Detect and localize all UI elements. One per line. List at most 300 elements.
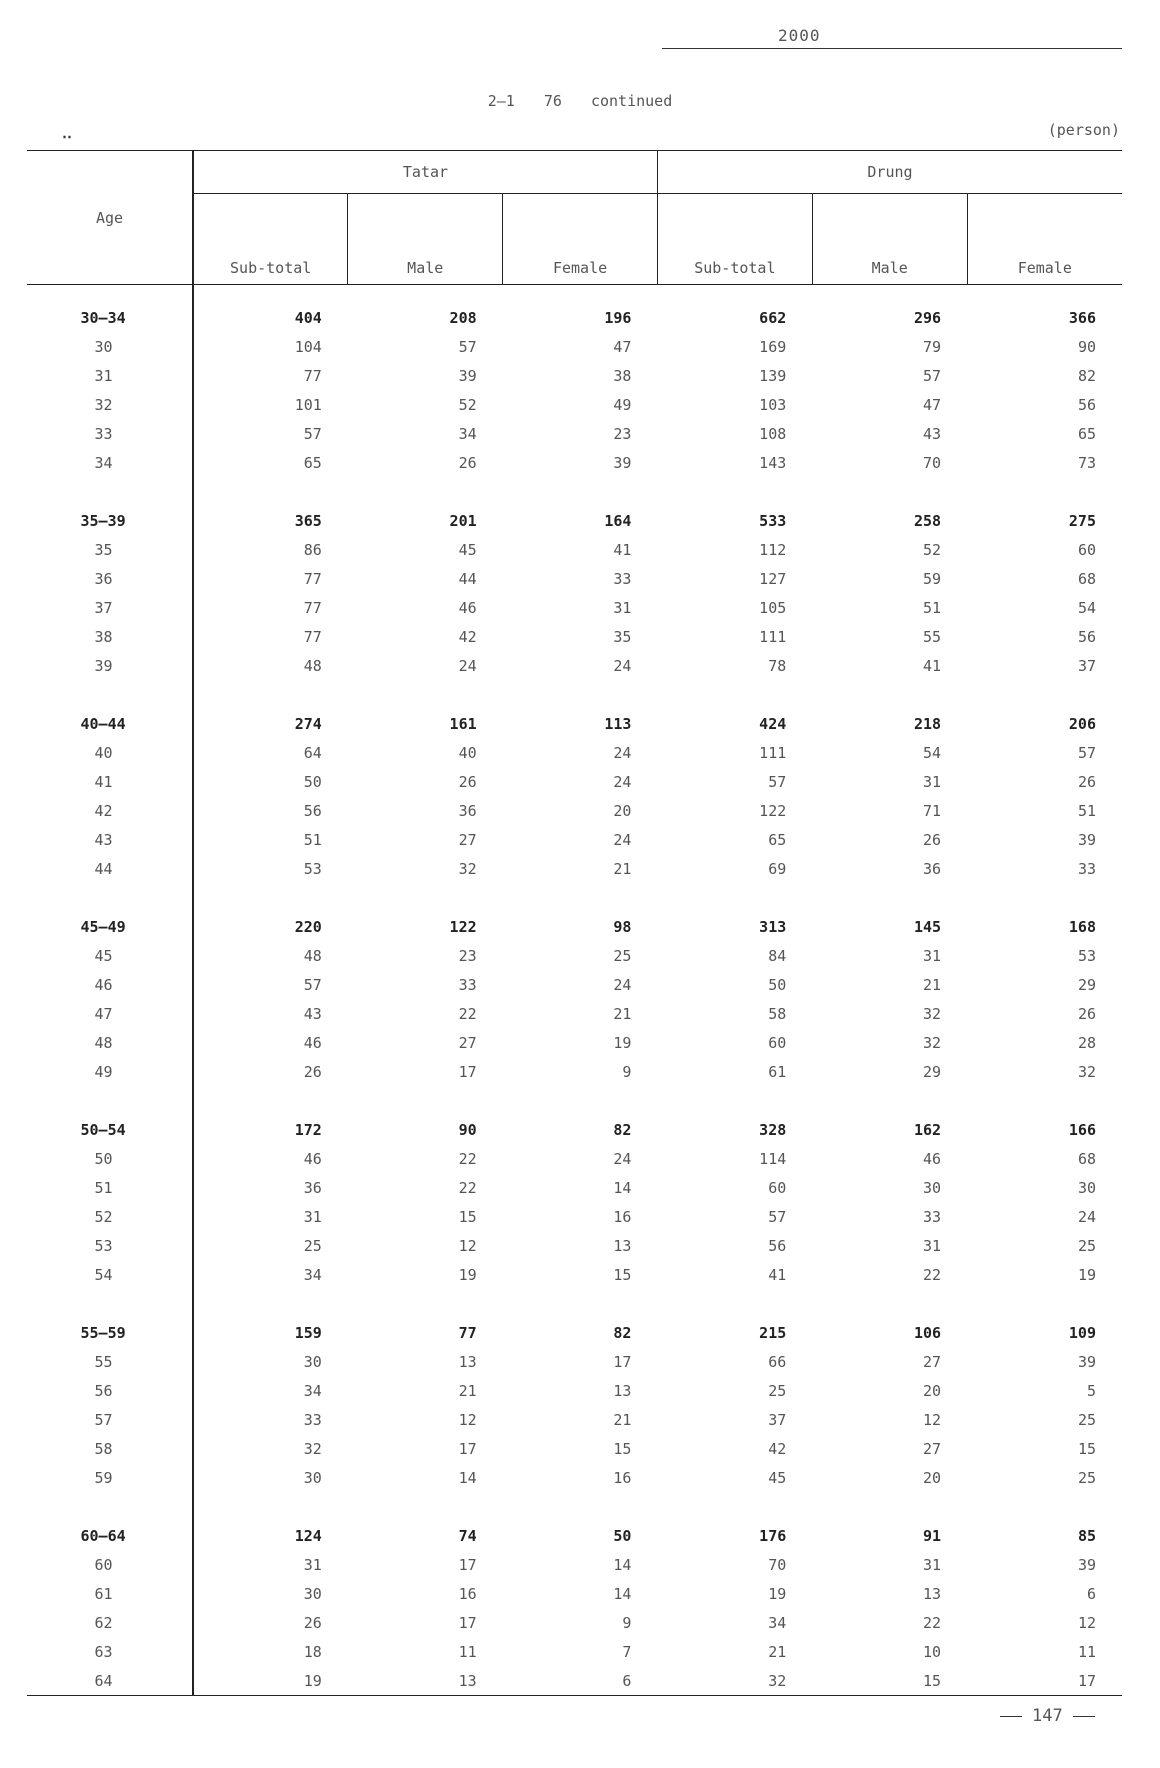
value-cell: 143 [759, 453, 787, 472]
value-cell [812, 680, 967, 709]
group-total-row [27, 1115, 1122, 1144]
value-cell: 22 [458, 1149, 477, 1168]
value-cell: 168 [1068, 917, 1096, 936]
value-cell: 24 [613, 1149, 632, 1168]
value-cell: 7 [622, 1642, 632, 1661]
spacer-row [27, 680, 1122, 709]
age-label: 38 [94, 627, 113, 646]
value-cell: 23 [458, 946, 477, 965]
table-row [27, 1231, 1122, 1260]
age-cell [27, 1463, 193, 1492]
value-cell: 32 [458, 859, 477, 878]
table-row [27, 651, 1122, 680]
value-cell: 56 [303, 801, 322, 820]
value-cell: 33 [923, 1207, 942, 1226]
value-cell: 46 [303, 1149, 322, 1168]
value-cell: 16 [613, 1207, 632, 1226]
value-cell: 13 [923, 1584, 942, 1603]
value-cell: 25 [303, 1236, 322, 1255]
value-cell: 17 [458, 1555, 477, 1574]
value-cell: 15 [1077, 1439, 1096, 1458]
age-label: 33 [94, 424, 113, 443]
subheader-tatar-female: Female [503, 194, 658, 285]
value-cell: 16 [458, 1584, 477, 1603]
value-cell: 51 [1077, 801, 1096, 820]
age-cell [27, 390, 193, 419]
age-cell [27, 1057, 193, 1086]
value-cell: 86 [303, 540, 322, 559]
value-cell: 101 [294, 395, 322, 414]
age-label: 64 [94, 1671, 113, 1690]
value-cell: 145 [913, 917, 942, 936]
value-cell: 6 [503, 1666, 658, 1696]
age-label: 40—44 [80, 714, 126, 733]
value-cell: 34 [303, 1265, 322, 1284]
value-cell: 176 [759, 1526, 787, 1545]
table-row [27, 796, 1122, 825]
age-label: 48 [94, 1033, 113, 1052]
caption-table-number: 2—1 [487, 92, 515, 110]
value-cell [657, 1289, 812, 1318]
value-cell [193, 285, 348, 304]
value-cell [812, 1492, 967, 1521]
table-row [27, 1260, 1122, 1289]
value-cell: 59 [923, 569, 942, 588]
value-cell: 34 [768, 1613, 787, 1632]
value-cell: 90 [458, 1120, 477, 1139]
age-cell [27, 1405, 193, 1434]
value-cell: 40 [458, 743, 477, 762]
value-cell: 25 [768, 1381, 787, 1400]
value-cell: 275 [1068, 511, 1096, 530]
age-cell [27, 1579, 193, 1608]
value-cell: 108 [759, 424, 787, 443]
value-cell: 30 [303, 1468, 322, 1487]
value-cell: 53 [303, 859, 322, 878]
value-cell: 84 [768, 946, 787, 965]
age-label: 55 [94, 1352, 113, 1371]
age-cell [27, 883, 193, 912]
age-cell [27, 825, 193, 854]
value-cell: 206 [1068, 714, 1096, 733]
age-cell [27, 651, 193, 680]
age-label: 43 [94, 830, 113, 849]
age-label: 37 [94, 598, 113, 617]
age-label: 57 [94, 1410, 113, 1429]
table-row [27, 1057, 1122, 1086]
value-cell: 41 [768, 1265, 787, 1284]
value-cell: 21 [613, 859, 632, 878]
age-cell [27, 999, 193, 1028]
value-cell [812, 1086, 967, 1115]
age-cell [27, 1086, 193, 1115]
value-cell: 48 [303, 656, 322, 675]
value-cell: 57 [303, 424, 322, 443]
value-cell [348, 680, 503, 709]
table-row [27, 1028, 1122, 1057]
value-cell: 366 [1068, 308, 1096, 327]
value-cell: 26 [458, 772, 477, 791]
value-cell: 66 [768, 1352, 787, 1371]
value-cell: 41 [613, 540, 632, 559]
value-cell: 39 [1077, 1555, 1096, 1574]
value-cell: 26 [1077, 772, 1096, 791]
subheader-drung-subtotal: Sub-total [657, 194, 812, 285]
value-cell: 37 [1077, 656, 1096, 675]
value-cell: 57 [768, 772, 787, 791]
age-cell [27, 1173, 193, 1202]
value-cell: 53 [1077, 946, 1096, 965]
table-row [27, 1376, 1122, 1405]
value-cell: 274 [294, 714, 322, 733]
value-cell: 26 [303, 1062, 322, 1081]
age-label: 59 [94, 1468, 113, 1487]
value-cell: 103 [759, 395, 787, 414]
value-cell: 19 [458, 1265, 477, 1284]
value-cell: 11 [458, 1642, 477, 1661]
value-cell [193, 477, 348, 506]
value-cell: 46 [458, 598, 477, 617]
value-cell: 61 [768, 1062, 787, 1081]
value-cell: 218 [913, 714, 942, 733]
value-cell: 13 [613, 1381, 632, 1400]
value-cell: 77 [303, 366, 322, 385]
value-cell: 30 [923, 1178, 942, 1197]
value-cell: 22 [923, 1265, 942, 1284]
value-cell [657, 1086, 812, 1115]
age-cell [27, 1521, 193, 1550]
value-cell: 78 [768, 656, 787, 675]
table-row [27, 1173, 1122, 1202]
table-row [27, 1463, 1122, 1492]
value-cell: 13 [458, 1352, 477, 1371]
age-label: 31 [94, 366, 113, 385]
value-cell: 17 [458, 1062, 477, 1081]
age-label: 47 [94, 1004, 113, 1023]
age-cell [27, 593, 193, 622]
value-cell [348, 1492, 503, 1521]
value-cell [348, 883, 503, 912]
value-cell: 23 [613, 424, 632, 443]
value-cell: 29 [923, 1062, 942, 1081]
age-label: 40 [94, 743, 113, 762]
value-cell: 32 [303, 1439, 322, 1458]
value-cell: 32 [923, 1033, 942, 1052]
value-cell: 50 [303, 772, 322, 791]
value-cell: 22 [458, 1004, 477, 1023]
table-row [27, 854, 1122, 883]
margin-mark: ‥ [62, 124, 73, 142]
page-dash-left [1000, 1716, 1022, 1717]
value-cell: 13 [613, 1236, 632, 1255]
value-cell: 139 [759, 366, 787, 385]
value-cell: 34 [458, 424, 477, 443]
age-cell [27, 419, 193, 448]
value-cell: 11 [1077, 1642, 1096, 1661]
age-cell [27, 477, 193, 506]
value-cell: 91 [923, 1526, 942, 1545]
value-cell: 31 [923, 1555, 942, 1574]
value-cell: 201 [449, 511, 477, 530]
age-cell [27, 970, 193, 999]
value-cell: 5 [1086, 1381, 1096, 1400]
value-cell: 172 [294, 1120, 322, 1139]
value-cell: 68 [1077, 1149, 1096, 1168]
value-cell: 114 [759, 1149, 787, 1168]
value-cell: 56 [1077, 627, 1096, 646]
table-row [27, 448, 1122, 477]
page-year: 2000 [778, 26, 821, 45]
table-row [27, 332, 1122, 361]
value-cell: 60 [768, 1178, 787, 1197]
age-cell [27, 1231, 193, 1260]
value-cell: 662 [759, 308, 787, 327]
table-row [27, 1579, 1122, 1608]
value-cell: 113 [604, 714, 632, 733]
value-cell: 45 [458, 540, 477, 559]
value-cell: 105 [759, 598, 787, 617]
table-row [27, 1666, 1122, 1696]
value-cell [503, 477, 658, 506]
value-cell: 24 [613, 743, 632, 762]
value-cell: 20 [923, 1468, 942, 1487]
value-cell [503, 1289, 658, 1318]
value-cell: 104 [294, 337, 322, 356]
value-cell: 33 [613, 569, 632, 588]
value-cell [503, 680, 658, 709]
value-cell: 19 [613, 1033, 632, 1052]
age-cell [27, 303, 193, 332]
value-cell: 30 [1077, 1178, 1096, 1197]
subheader-drung-female: Female [967, 194, 1122, 285]
age-cell [27, 1115, 193, 1144]
value-cell: 33 [458, 975, 477, 994]
table-row [27, 1347, 1122, 1376]
age-cell [27, 285, 193, 304]
age-cell [27, 564, 193, 593]
caption-number: 76 [543, 92, 562, 110]
value-cell: 55 [923, 627, 942, 646]
value-cell: 50 [613, 1526, 632, 1545]
age-label: 56 [94, 1381, 113, 1400]
value-cell: 42 [768, 1439, 787, 1458]
value-cell: 56 [1077, 395, 1096, 414]
age-label: 50 [94, 1149, 113, 1168]
value-cell: 25 [1077, 1468, 1096, 1487]
value-cell: 220 [294, 917, 322, 936]
age-label: 45 [94, 946, 113, 965]
value-cell: 12 [923, 1410, 942, 1429]
value-cell: 14 [613, 1178, 632, 1197]
age-cell [27, 1347, 193, 1376]
value-cell [503, 285, 658, 304]
value-cell: 90 [1077, 337, 1096, 356]
age-cell [27, 912, 193, 941]
value-cell [657, 477, 812, 506]
value-cell: 31 [303, 1555, 322, 1574]
header-rule [662, 48, 1122, 49]
value-cell: 77 [303, 569, 322, 588]
group-total-row [27, 1318, 1122, 1347]
value-cell: 56 [768, 1236, 787, 1255]
value-cell: 45 [768, 1468, 787, 1487]
value-cell: 14 [613, 1555, 632, 1574]
value-cell: 20 [923, 1381, 942, 1400]
value-cell: 127 [759, 569, 787, 588]
value-cell: 43 [923, 424, 942, 443]
age-label: 49 [94, 1062, 113, 1081]
value-cell [967, 1492, 1122, 1521]
value-cell: 21 [923, 975, 942, 994]
value-cell: 164 [604, 511, 632, 530]
value-cell: 208 [449, 308, 477, 327]
table-row [27, 999, 1122, 1028]
value-cell: 47 [923, 395, 942, 414]
value-cell [657, 680, 812, 709]
table-row [27, 738, 1122, 767]
value-cell: 6 [1086, 1584, 1096, 1603]
value-cell: 24 [613, 975, 632, 994]
value-cell: 33 [1077, 859, 1096, 878]
age-cell [27, 1318, 193, 1347]
value-cell: 34 [303, 1381, 322, 1400]
value-cell: 65 [303, 453, 322, 472]
value-cell [967, 285, 1122, 304]
age-cell [27, 1376, 193, 1405]
value-cell: 27 [458, 1033, 477, 1052]
age-label: 41 [94, 772, 113, 791]
value-cell: 68 [1077, 569, 1096, 588]
value-cell [967, 1086, 1122, 1115]
value-cell: 533 [759, 511, 787, 530]
value-cell: 24 [613, 830, 632, 849]
value-cell: 39 [613, 453, 632, 472]
value-cell: 31 [923, 772, 942, 791]
value-cell: 26 [923, 830, 942, 849]
value-cell [348, 1289, 503, 1318]
value-cell [657, 285, 812, 304]
age-cell [27, 1550, 193, 1579]
value-cell: 12 [1077, 1613, 1096, 1632]
value-cell: 41 [923, 656, 942, 675]
value-cell: 12 [458, 1236, 477, 1255]
value-cell: 57 [1077, 743, 1096, 762]
age-cell [27, 1144, 193, 1173]
value-cell: 52 [458, 395, 477, 414]
age-label: 58 [94, 1439, 113, 1458]
table-row [27, 825, 1122, 854]
value-cell: 161 [449, 714, 477, 733]
age-cell [27, 1028, 193, 1057]
value-cell: 77 [303, 598, 322, 617]
value-cell: 26 [303, 1613, 322, 1632]
value-cell: 30 [303, 1584, 322, 1603]
value-cell: 31 [923, 1236, 942, 1255]
age-cell [27, 506, 193, 535]
value-cell [193, 680, 348, 709]
value-cell: 22 [923, 1613, 942, 1632]
value-cell [348, 1086, 503, 1115]
spacer-row [27, 477, 1122, 506]
value-cell: 21 [613, 1410, 632, 1429]
value-cell: 25 [1077, 1236, 1096, 1255]
population-table [27, 150, 1122, 1696]
value-cell: 424 [759, 714, 787, 733]
value-cell: 17 [613, 1352, 632, 1371]
value-cell: 58 [768, 1004, 787, 1023]
value-cell: 54 [1077, 598, 1096, 617]
value-cell [812, 883, 967, 912]
value-cell: 15 [613, 1439, 632, 1458]
age-cell [27, 738, 193, 767]
value-cell [657, 883, 812, 912]
value-cell: 46 [303, 1033, 322, 1052]
table-row [27, 1405, 1122, 1434]
value-cell: 85 [1077, 1526, 1096, 1545]
value-cell: 82 [613, 1120, 632, 1139]
value-cell: 57 [458, 337, 477, 356]
value-cell: 70 [768, 1555, 787, 1574]
table-row [27, 593, 1122, 622]
value-cell: 33 [303, 1410, 322, 1429]
age-label: 62 [94, 1613, 113, 1632]
value-cell: 17 [458, 1613, 477, 1632]
age-cell [27, 535, 193, 564]
age-cell [27, 796, 193, 825]
value-cell: 106 [913, 1323, 942, 1342]
value-cell [193, 1289, 348, 1318]
page-dash-right [1073, 1716, 1095, 1717]
value-cell: 14 [458, 1468, 477, 1487]
age-label: 46 [94, 975, 113, 994]
value-cell: 51 [923, 598, 942, 617]
group-total-row [27, 1521, 1122, 1550]
age-cell [27, 448, 193, 477]
table-row [27, 941, 1122, 970]
group-total-row [27, 912, 1122, 941]
value-cell: 17 [458, 1439, 477, 1458]
value-cell: 82 [1077, 366, 1096, 385]
value-cell: 47 [613, 337, 632, 356]
page-number-text: 147 [1032, 1706, 1063, 1726]
value-cell: 31 [923, 946, 942, 965]
value-cell: 60 [768, 1033, 787, 1052]
value-cell: 296 [913, 308, 942, 327]
value-cell: 27 [923, 1439, 942, 1458]
value-cell: 52 [923, 540, 942, 559]
value-cell [967, 477, 1122, 506]
value-cell: 17 [967, 1666, 1122, 1696]
value-cell: 48 [303, 946, 322, 965]
table-row [27, 1434, 1122, 1463]
value-cell: 16 [613, 1468, 632, 1487]
value-cell: 9 [622, 1613, 632, 1632]
value-cell: 12 [458, 1410, 477, 1429]
spacer-row [27, 1086, 1122, 1115]
value-cell: 24 [613, 772, 632, 791]
age-label: 39 [94, 656, 113, 675]
value-cell [967, 1289, 1122, 1318]
value-cell: 159 [294, 1323, 322, 1342]
value-cell: 122 [759, 801, 787, 820]
value-cell [503, 1086, 658, 1115]
age-label: 54 [94, 1265, 113, 1284]
table-row [27, 361, 1122, 390]
age-label: 53 [94, 1236, 113, 1255]
subheader-tatar-subtotal: Sub-total [193, 194, 348, 285]
table-row [27, 767, 1122, 796]
value-cell: 39 [1077, 1352, 1096, 1371]
